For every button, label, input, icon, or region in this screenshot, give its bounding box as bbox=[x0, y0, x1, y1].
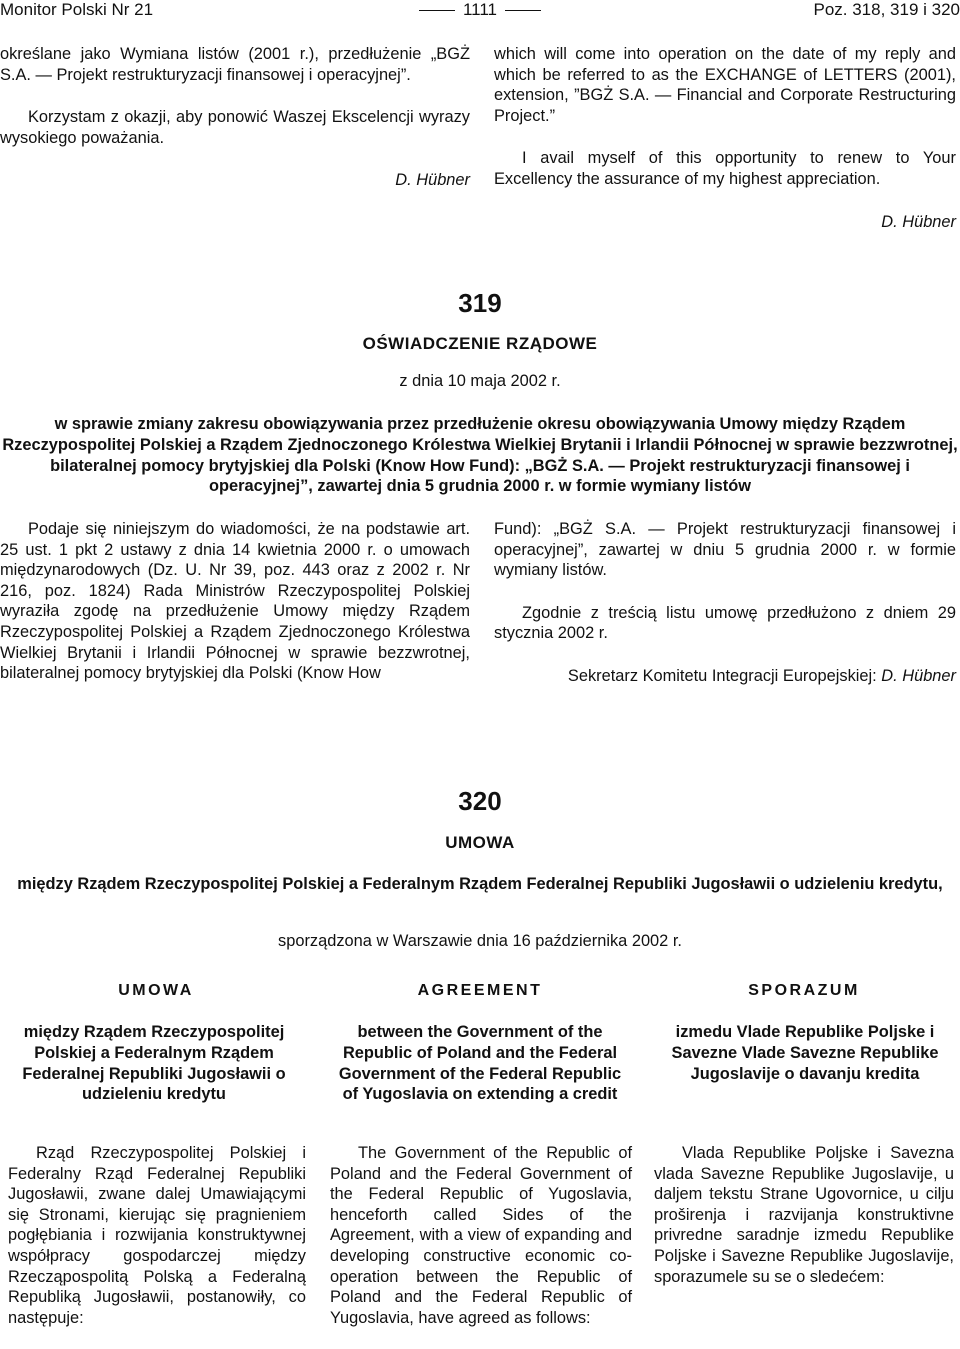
item-319-subject: w sprawie zmiany zakresu obowiązywania przez przedłużenie okresu obowiązywania Umowy między Rządem Rzeczypospolitej Polskiej a Rządem Zjednoczonego Królestwa Wielkiej Brytanii i Irlandii Północnej w sprawie bezzwrotnej, bilateralnej pomocy brytyjskiej dla Polski (Know How Fund): „BGŻ S.A. — Projekt restrukturyzacji finansowej i operacyjnej”, zawartej dnia 5 grudnia 2000 r. w formie wymiany listów bbox=[2, 415, 958, 496]
col-subtitle-agreement: between the Government of the Republic of Poland and the Federal Government of the Federal Republic of Yugoslavia on extending a credit bbox=[338, 1023, 622, 1104]
item-319-title: OŚWIADCZENIE RZĄDOWE bbox=[362, 334, 598, 353]
page-number-text: 1111 bbox=[462, 0, 498, 19]
col-subtitle-sporazum: izmedu Vlade Republike Poljske i Savezne Vlade Savezne Republike Jugoslavije o davanju kredita bbox=[671, 1023, 939, 1083]
col-body-sporazum bbox=[654, 1143, 954, 1287]
item-319-signature-name: D. Hübner bbox=[881, 666, 956, 685]
item-319-right-column bbox=[494, 519, 956, 687]
col-heading-agreement: AGREEMENT bbox=[417, 982, 543, 999]
item-319-left-text: Podaje się niniejszym do wiadomości, że na podstawie art. 25 ust. 1 pkt 2 ustawy z dnia 14 kwietnia 2000 r. o umowach międzynarodowych (Dz. U. Nr 39, poz. 443 oraz z 2002 r. Nr 216, poz. 1824) Rada Ministrów Rzeczypospolitej Polskiej wyraziła zgodę na przedłużenie Umowy między Rządem Rzeczypospolitej Polskiej a Rządem Zjednoczonego Królestwa Wielkiej Brytanii i Irlandii Północnej w sprawie bezzwrotnej, bilateralnej pomocy brytyjskiej dla Polski (Know How bbox=[0, 520, 470, 683]
top-right-para2: I avail myself of this opportunity to renew to Your Excellency the assurance of my highest appreciation. bbox=[494, 149, 956, 188]
item-320-number: 320 bbox=[458, 786, 502, 816]
top-right-para1: which will come into operation on the date of my reply and which be referred to as the EXCHANGE of LETTERS (2001), extension, ”BGŻ S.A. — Financial and Corporate Restructuring Project.” bbox=[494, 45, 956, 125]
item-319-date: z dnia 10 maja 2002 r. bbox=[399, 372, 561, 390]
item-320-date: sporządzona w Warszawie dnia 16 października 2002 r. bbox=[278, 932, 682, 950]
position-range: Poz. 318, 319 i 320 bbox=[813, 0, 960, 19]
top-left-column bbox=[0, 44, 470, 191]
item-319-signature bbox=[494, 666, 956, 687]
item-319-signature-prefix: Sekretarz Komitetu Integracji Europejskiej: bbox=[567, 666, 877, 685]
dash-left bbox=[419, 10, 455, 11]
item-319-left-column bbox=[0, 519, 470, 684]
journal-title: Monitor Polski Nr 21 bbox=[0, 0, 154, 19]
item-320-title: UMOWA bbox=[445, 833, 515, 852]
top-left-signature: D. Hübner bbox=[395, 171, 470, 190]
col-body-umowa bbox=[8, 1143, 306, 1328]
top-right-signature: D. Hübner bbox=[881, 212, 956, 231]
item-319-right-text1: Fund): „BGŻ S.A. — Projekt restrukturyzacji finansowej i operacyjnej”, zawartej w dniu 5 grudnia 2000 r. w formie wymiany listów. bbox=[494, 520, 956, 580]
item-320-subject: między Rządem Rzeczypospolitej Polskiej a Federalnym Rządem Federalnej Republiki Jugosławii o udzieleniu kredytu, bbox=[17, 875, 943, 893]
col-subtitle-umowa: między Rządem Rzeczypospolitej Polskiej a Federalnym Rządem Federalnej Republiki Jugosławii o udzieleniu kredytu bbox=[22, 1023, 286, 1104]
top-left-para1: określane jako Wymiana listów (2001 r.), przedłużenie „BGŻ S.A. — Projekt restrukturyzacji finansowej i operacyjnej”. bbox=[0, 45, 470, 84]
dash-right bbox=[505, 10, 541, 11]
col-body-sporazum-text: Vlada Republike Poljske i Savezna vlada Savezne Republike Jugoslavije, u daljem tekstu Strane Ugovornice, u cilju proširenja i razvijanja konstruktivne privredne saradnje izmedu Republike Poljske i Savezne Republike Jugoslavije, sporazumele su se o sledećem: bbox=[654, 1144, 954, 1286]
col-body-agreement-text: The Government of the Republic of Poland and the Federal Government of the Federal Republic of Yugoslavia, henceforth called Sides of the Agreement, with a view of expanding and developing constructive economic co-operation between the Republic of Poland and the Federal Republic of Yugoslavia, have agreed as follows: bbox=[330, 1144, 632, 1327]
top-right-column bbox=[494, 44, 956, 232]
col-heading-sporazum: SPORAZUM bbox=[748, 982, 860, 999]
col-heading-umowa: UMOWA bbox=[118, 982, 194, 999]
page-header bbox=[0, 0, 960, 22]
item-319-number: 319 bbox=[458, 288, 502, 318]
top-left-para2: Korzystam z okazji, aby ponowić Waszej Ekscelencji wyrazy wysokiego poważania. bbox=[0, 108, 470, 147]
col-body-agreement bbox=[330, 1143, 632, 1328]
col-body-umowa-text: Rząd Rzeczypospolitej Polskiej i Federalny Rząd Federalnej Republiki Jugosławii, zwane dalej Umawiającymi się Stronami, kierując się pragnieniem pogłębiania i rozwijania konstruktywnej współpracy gospodarczej między Rzecząpospolitą Polską a Federalną Republiką Jugosławii, postanowiły, co następuje: bbox=[8, 1144, 306, 1327]
item-319-right-text2: Zgodnie z treścią listu umowę przedłużono z dniem 29 stycznia 2002 r. bbox=[494, 603, 956, 643]
